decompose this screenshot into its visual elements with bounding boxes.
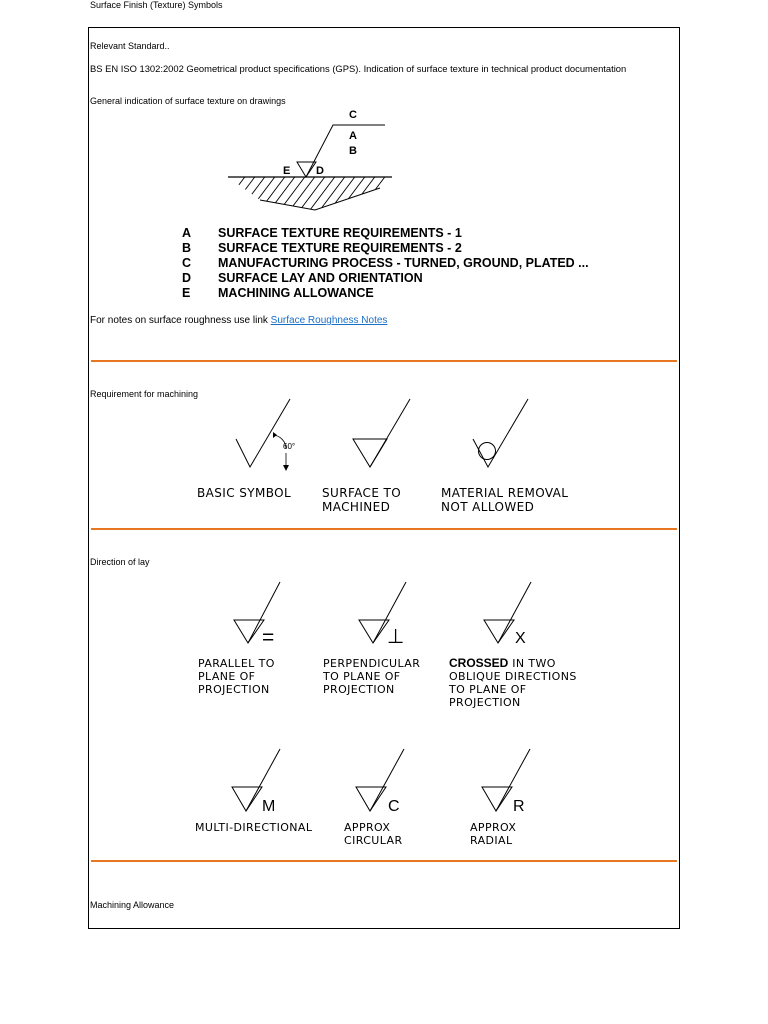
label-e: E bbox=[283, 165, 291, 177]
crossed-lay-icon bbox=[474, 578, 554, 648]
legend-item bbox=[182, 226, 589, 241]
legend-text: SURFACE TEXTURE REQUIREMENTS - 2 bbox=[218, 241, 462, 255]
general-indication-heading: General indication of surface texture on drawings bbox=[90, 96, 286, 106]
no-removal-symbol-icon bbox=[468, 395, 538, 475]
crossed-caption-rest: IN TWO OBLIQUE DIRECTIONS TO PLANE OF PROJECTION bbox=[449, 657, 577, 709]
multi-directional-caption: MULTI-DIRECTIONAL bbox=[195, 821, 313, 834]
no-removal-caption: MATERIAL REMOVAL NOT ALLOWED bbox=[441, 486, 569, 514]
multi-glyph: M bbox=[262, 798, 276, 815]
angle-label: 60° bbox=[283, 442, 296, 451]
legend-text: SURFACE TEXTURE REQUIREMENTS - 1 bbox=[218, 226, 462, 240]
lay-heading: Direction of lay bbox=[90, 557, 150, 567]
legend-text: SURFACE LAY AND ORIENTATION bbox=[218, 271, 423, 285]
legend-key: C bbox=[182, 256, 192, 270]
surface-roughness-notes-link[interactable]: Surface Roughness Notes bbox=[270, 315, 388, 326]
parallel-lay-icon bbox=[228, 578, 308, 648]
label-c: C bbox=[349, 109, 357, 121]
crossed-caption bbox=[449, 657, 577, 709]
roughness-note-prefix: For notes on surface roughness use link bbox=[90, 315, 268, 326]
machining-heading: Requirement for machining bbox=[90, 389, 199, 399]
legend-text: MANUFACTURING PROCESS - TURNED, GROUND, PLATED ... bbox=[218, 256, 589, 270]
relevant-standard-heading: Relevant Standard.. bbox=[90, 41, 170, 51]
legend-item bbox=[182, 256, 589, 271]
crossed-glyph: X bbox=[515, 630, 526, 647]
multi-directional-lay-icon bbox=[228, 745, 308, 817]
circular-lay-icon bbox=[352, 745, 432, 817]
label-a: A bbox=[349, 130, 357, 142]
parallel-glyph: = bbox=[262, 626, 275, 649]
radial-caption: APPROX RADIAL bbox=[470, 821, 517, 847]
section-divider bbox=[91, 360, 677, 362]
circular-caption: APPROX CIRCULAR bbox=[344, 821, 403, 847]
roughness-note bbox=[90, 315, 387, 326]
section-divider bbox=[91, 860, 677, 862]
basic-symbol-caption: BASIC SYMBOL bbox=[197, 486, 292, 500]
section-divider bbox=[91, 528, 677, 530]
page-title: Surface Finish (Texture) Symbols bbox=[90, 0, 223, 10]
parallel-caption: PARALLEL TO PLANE OF PROJECTION bbox=[198, 657, 275, 696]
radial-lay-icon bbox=[478, 745, 558, 817]
legend-text: MACHINING ALLOWANCE bbox=[218, 286, 374, 300]
legend-list bbox=[182, 226, 589, 301]
circular-glyph: C bbox=[388, 798, 400, 815]
legend-key: D bbox=[182, 271, 192, 285]
perpendicular-caption: PERPENDICULAR TO PLANE OF PROJECTION bbox=[323, 657, 421, 696]
legend-item bbox=[182, 271, 589, 286]
perpendicular-lay-icon bbox=[350, 578, 430, 648]
radial-glyph: R bbox=[513, 798, 525, 815]
legend-item bbox=[182, 286, 589, 301]
basic-symbol-icon bbox=[230, 395, 310, 475]
legend-key: A bbox=[182, 226, 192, 240]
general-indication-diagram bbox=[220, 100, 400, 215]
legend-key: B bbox=[182, 241, 192, 255]
machined-caption: SURFACE TO MACHINED bbox=[322, 486, 402, 514]
machined-symbol-icon bbox=[350, 395, 420, 475]
crossed-caption-bold: CROSSED bbox=[449, 656, 509, 670]
perpendicular-glyph: ⊥ bbox=[387, 626, 405, 648]
allowance-heading: Machining Allowance bbox=[90, 900, 175, 910]
legend-item bbox=[182, 241, 589, 256]
legend-key: E bbox=[182, 286, 191, 300]
label-d: D bbox=[316, 165, 324, 177]
label-b: B bbox=[349, 145, 357, 157]
relevant-standard-text: BS EN ISO 1302:2002 Geometrical product specifications (GPS). Indication of surface texture in technical product documentation bbox=[90, 63, 627, 74]
